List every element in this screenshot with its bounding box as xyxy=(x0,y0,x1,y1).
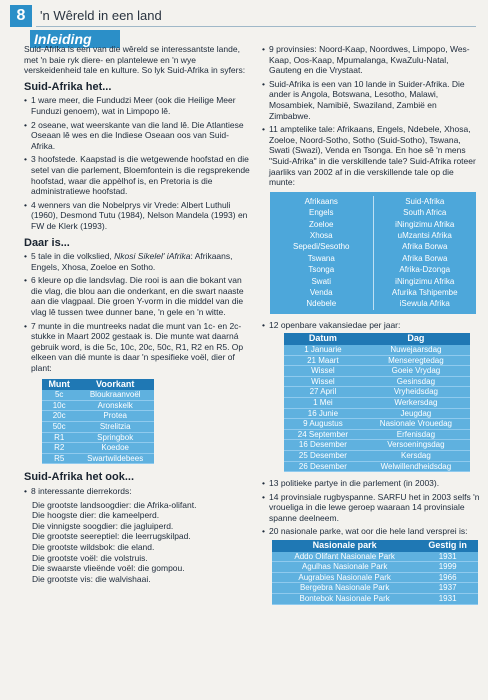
section-tab: Inleiding xyxy=(30,30,120,48)
table-row: Addo Olifant Nasionale Park 1931 xyxy=(272,552,478,562)
table-row: Bergebra Nasionale Park 1937 xyxy=(272,583,478,594)
table-row: R5 Swartwildebees xyxy=(42,453,154,464)
list-item: • 13 politieke partye in die parlement (in 2003). xyxy=(262,478,440,489)
list-item: • 14 provinsiale rugbyspanne. SARFU het in 2003 selfs 'n vroueliga in die lewe geroep waaraan 14 provinsiale spanne deelneem. xyxy=(262,491,480,523)
heading-het: Suid-Afrika het... xyxy=(24,80,112,93)
record-item: Die grootste vis: die walvishaai. xyxy=(32,573,151,584)
record-item: Die grootste landsoogdier: die Afrika-olifant. xyxy=(32,499,197,510)
intro-text: Suid-Afrika is een van die wêreld se interessantste lande, met 'n baie ryk diere- en plantelewe en 'n wye verskeidenheid tale en kulture. So lyk Suid-Afrika in syfers: xyxy=(24,44,246,76)
table-row: 1 Januarie Nuwejaarsdag xyxy=(284,345,470,355)
table-header: Datum Dag xyxy=(284,333,470,345)
record-item: Die swaarste vlieënde voël: die gompou. xyxy=(32,563,185,574)
header-rule xyxy=(36,26,476,27)
list-daar-is xyxy=(24,251,252,374)
table-row: 27 April Vryheidsdag xyxy=(284,387,470,398)
page-title: 'n Wêreld in een land xyxy=(40,8,162,23)
table-row: 1 Mei Werkersdag xyxy=(284,397,470,408)
list-item: • 12 openbare vakansiedae per jaar: xyxy=(262,319,401,330)
right-column xyxy=(262,44,480,605)
left-column xyxy=(24,44,252,584)
table-row: 5c Bloukraanvoël xyxy=(42,390,154,400)
table-row: R1 Springbok xyxy=(42,432,154,443)
table-row: 16 Desember Versoeningsdag xyxy=(284,440,470,451)
table-row: 24 September Erfenisdag xyxy=(284,429,470,440)
heading-daar-is: Daar is... xyxy=(24,236,70,249)
table-row: 20c Protea xyxy=(42,411,154,422)
list-item: • 11 amptelike tale: Afrikaans, Engels, Ndebele, Xhosa, Zoeloe, Noord-Sotho, Sotho (Suid-Sotho), Tswana, Swati (Swazi), Venda en Tsonga. En hoe sê 'n mens "Suid-Afrika" in die verskillende tale? Suid-Afrika roteer jaarliks van 2002 af in die verskillende tale op die munte: xyxy=(262,124,476,188)
list-het xyxy=(24,95,252,231)
heading-het-ook: Suid-Afrika het ook... xyxy=(24,471,135,484)
languages-box xyxy=(270,192,476,314)
record-item: Die grootste voël: die volstruis. xyxy=(32,552,148,563)
table-row: 50c Strelitzia xyxy=(42,422,154,433)
table-row: 26 Desember Welwillendheidsdag xyxy=(284,461,470,472)
list-item: • Suid-Afrika is een van 10 lande in Suider-Afrika. Die ander is Angola, Botswana, Lesotho, Malawi, Mosambiek, Namibië, Swaziland, Zambië en Zimbabwe. xyxy=(262,78,465,121)
table-row: 10c Aronskelk xyxy=(42,400,154,411)
table-header: Munt Voorkant xyxy=(42,379,154,391)
table-row: Augrabies Nasionale Park 1966 xyxy=(272,572,478,583)
translation-column: Suid-Afrika South Africa iNingizimu Afrika uMzantsi Afrika Afrika Borwa Afrika Borwa Afrika-Dzonga iNingizimu Afrika Afurika Tshipembe iSewula Afrika xyxy=(391,196,458,309)
list-item: • 4 wenners van die Nobelprys vir Vrede: Albert Luthuli (1960), Desmond Tutu (1984), Nelson Mandela (1993) en FW de Klerk (1993). xyxy=(24,199,248,231)
table-row: R2 Koedoe xyxy=(42,443,154,454)
list-item: • 5 tale in die volkslied, Nkosi Sikelel' iAfrika: Afrikaans, Engels, Xhosa, Zoeloe en Sotho. xyxy=(24,251,233,272)
table-row: 9 Augustus Nasionale Vrouedag xyxy=(284,419,470,430)
list-item: • 6 kleure op die landsvlag. Die rooi is aan die bokant van die vlag, die blou aan die onderkant, en die swart naaste aan die vlagpaal. Die groen Y-vorm in die middel van die vlag lê tussen twee dunner bane, 'n gele en 'n witte. xyxy=(24,275,244,318)
list-item: • 7 munte in die muntreeks nadat die munt van 1c- en 2c-stukke in Maart 2002 gestaak is. Die munte wat daarná gebruik word, is die 5c, 10c, 20c, 50c, R1, R2 en R5. Op elkeen van dié munte is daar 'n spesifieke voël, dier of plant: xyxy=(24,320,244,374)
table-row: 25 Desember Kersdag xyxy=(284,450,470,461)
list-item: • 8 interessante dierrekords: xyxy=(24,485,132,496)
list-item: • 20 nasionale parke, wat oor die hele land versprei is: xyxy=(262,526,468,537)
parks-table xyxy=(272,540,478,605)
list-right-lower xyxy=(262,478,480,537)
record-item: Die vinnigste soogdier: die jagluiperd. xyxy=(32,520,174,531)
list-right xyxy=(262,44,480,188)
page-number: 8 xyxy=(10,5,32,27)
record-item: Die hoogste dier: die kameelperd. xyxy=(32,510,160,521)
table-header: Nasionale park Gestig in xyxy=(272,540,478,552)
table-row: Bontebok Nasionale Park 1931 xyxy=(272,594,478,605)
records-list xyxy=(24,500,252,585)
list-item: • 3 hoofstede. Kaapstad is die wetgewende hoofstad en die setel van die parlement, Bloemfontein is die regsprekende hoofstad, waar die appèlhof is, en Pretoria is die administratiewe hoofstad. xyxy=(24,154,250,197)
list-holidays-intro xyxy=(262,320,480,331)
table-row: 16 Junie Jeugdag xyxy=(284,408,470,419)
table-row: Wissel Gesinsdag xyxy=(284,376,470,387)
list-item: • 1 ware meer, die Fundudzi Meer (ook die Heilige Meer Funduzi genoem), wat in Limpopo lê. xyxy=(24,95,236,116)
record-item: Die grootste seereptiel: die leerrugskilpad. xyxy=(32,531,191,542)
language-column: Afrikaans Engels Zoeloe Xhosa Sepedi/Sesotho Tswana Tsonga Swati Venda Ndebele xyxy=(270,196,374,310)
coins-table xyxy=(42,379,154,465)
table-row: Wissel Goeie Vrydag xyxy=(284,366,470,377)
list-item: • 9 provinsies: Noord-Kaap, Noordwes, Limpopo, Wes-Kaap, Oos-Kaap, Mpumalanga, KwaZulu-Natal, Gauteng en die Vrystaat. xyxy=(262,44,470,76)
record-item: Die grootste wildsbok: die eland. xyxy=(32,541,155,552)
table-row: Agulhas Nasionale Park 1999 xyxy=(272,562,478,573)
list-item: • 2 oseane, wat weerskante van die land lê. Die Atlantiese Oseaan lê wes en die Indiese Oseaan oos van Suid-Afrika. xyxy=(24,119,244,151)
list-het-ook xyxy=(24,486,252,497)
table-row: 21 Maart Menseregtedag xyxy=(284,355,470,366)
holidays-table xyxy=(284,333,470,472)
